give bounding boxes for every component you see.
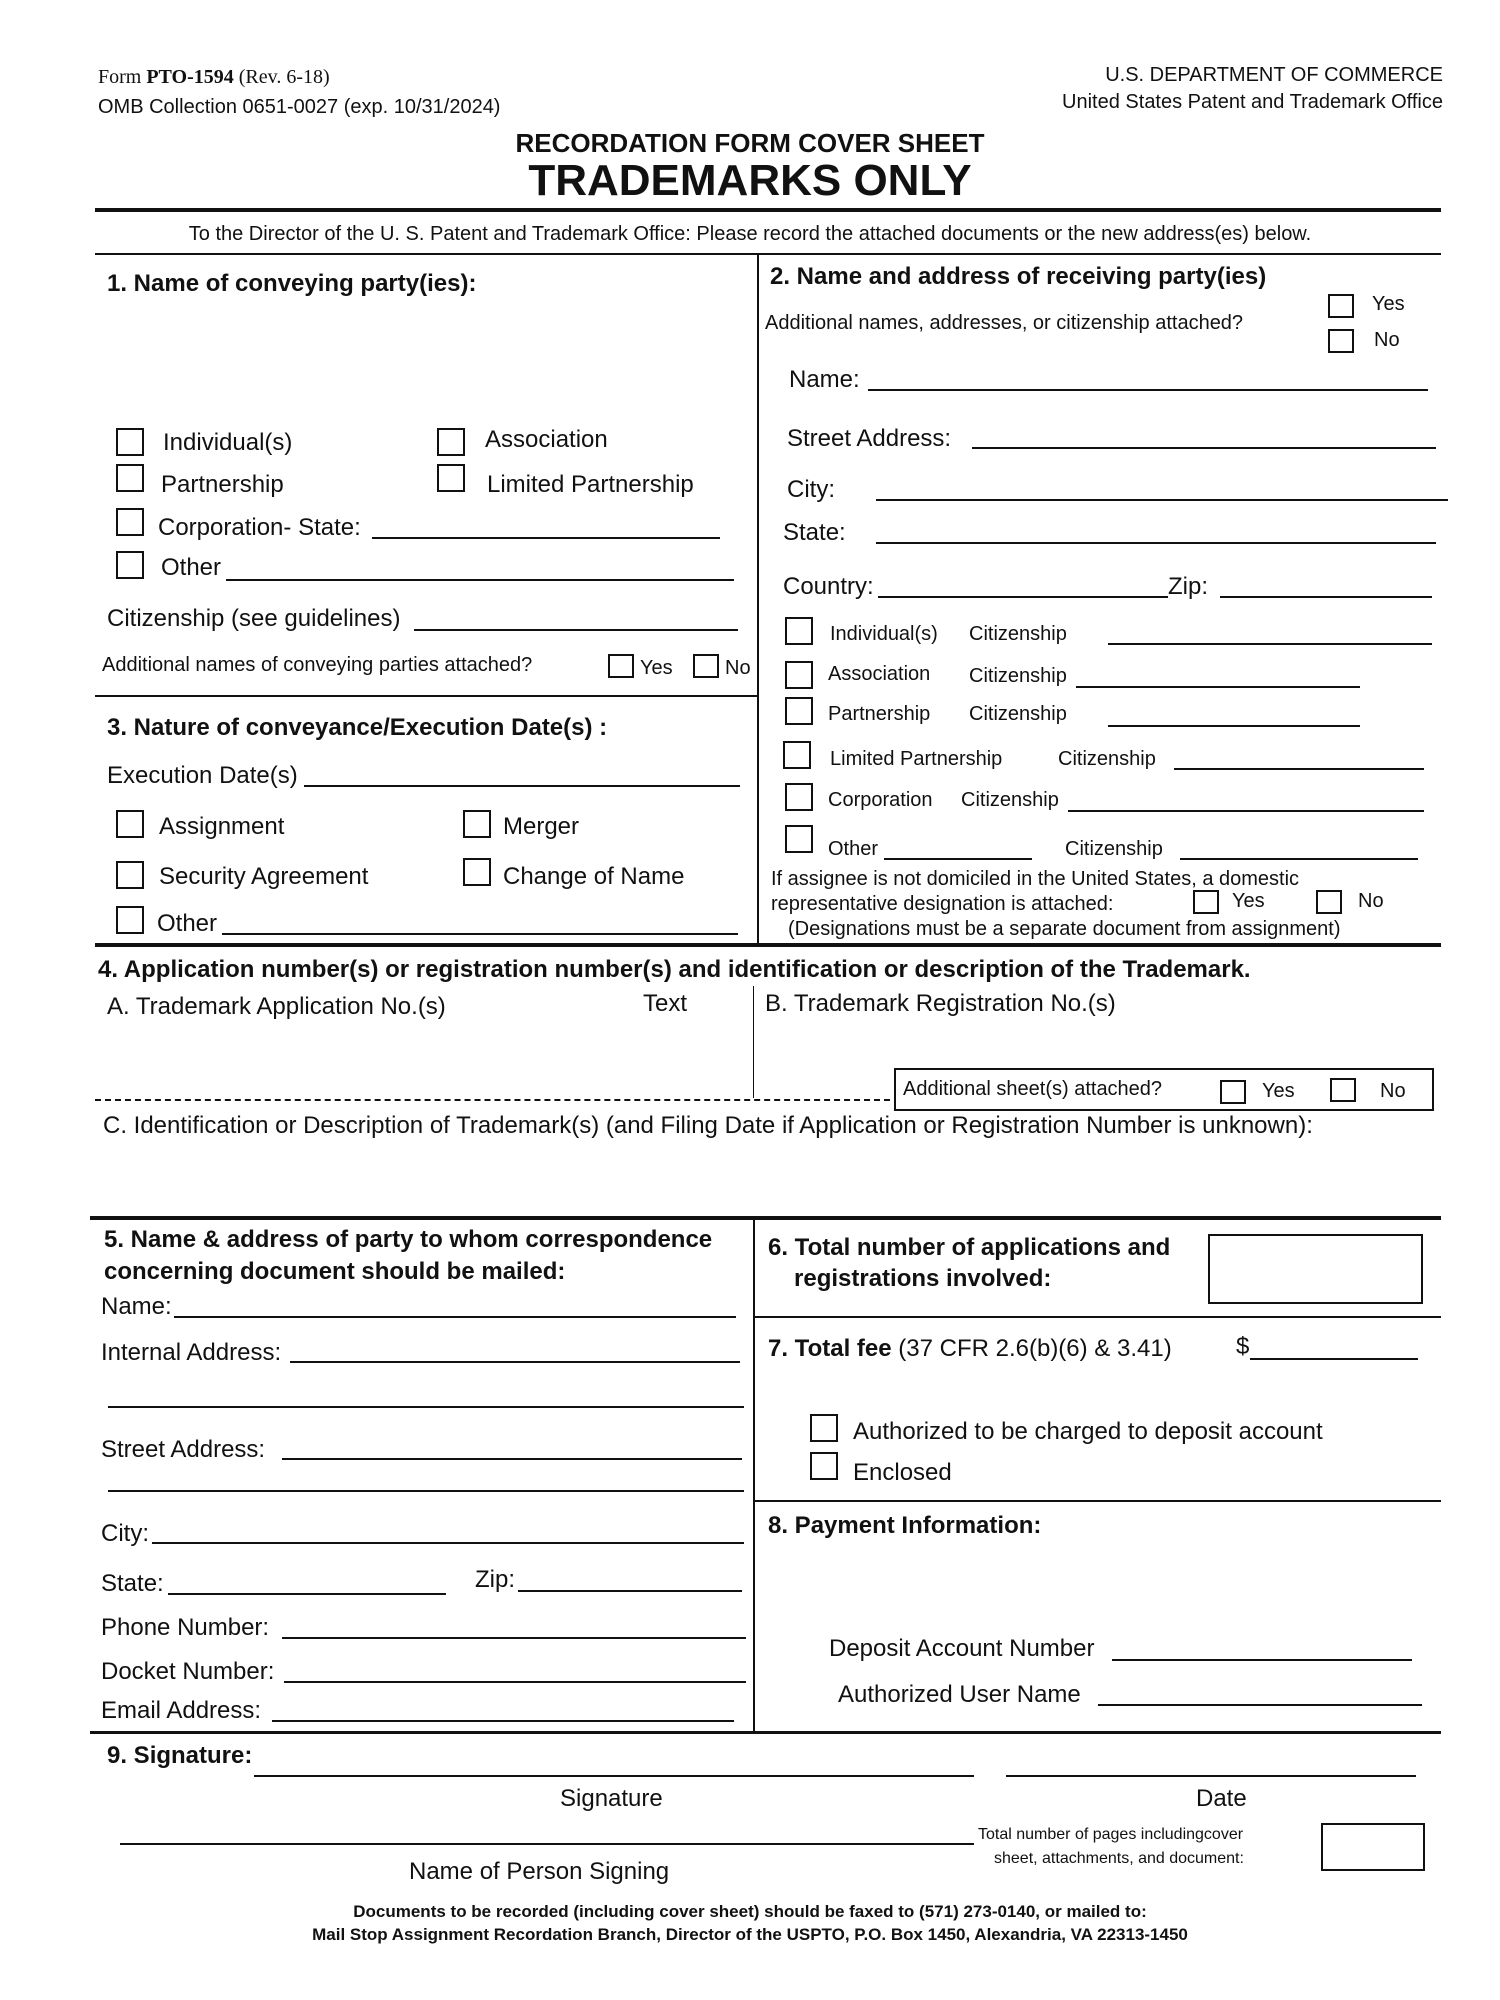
recv-association-label: Association (828, 663, 931, 685)
corr-street-label: Street Address: (101, 1436, 266, 1463)
citizenship-field[interactable] (414, 629, 738, 631)
security-agreement-label: Security Agreement (159, 863, 369, 890)
corr-state-label: State: (101, 1570, 164, 1597)
recv-other-field[interactable] (884, 858, 1032, 860)
form-number: Form PTO-1594 (Rev. 6-18) (98, 66, 330, 88)
corr-state-field[interactable] (168, 1593, 446, 1595)
total-fee-field[interactable] (1250, 1358, 1418, 1360)
recv-corporation-citizenship-label: Citizenship (961, 789, 1059, 811)
partnership-checkbox[interactable] (116, 464, 144, 492)
section-rule-4 (95, 943, 1441, 947)
dollar-sign: $ (1236, 1333, 1250, 1360)
section4-title: 4. Application number(s) or registration number(s) and identification or description of the Trademark. (98, 956, 1251, 983)
additional-conveying-yes-label: Yes (640, 657, 673, 679)
corr-internal-label: Internal Address: (101, 1339, 282, 1366)
receiving-country-field[interactable] (878, 596, 1168, 598)
corr-street-field-2[interactable] (108, 1490, 744, 1492)
recv-partnership-checkbox[interactable] (785, 697, 813, 725)
corr-internal-field-2[interactable] (108, 1406, 744, 1408)
section5-title: 5. Name & address of party to whom correspondence (104, 1226, 713, 1253)
form-title: RECORDATION FORM COVER SHEET (515, 128, 985, 158)
receiving-zip-label: Zip: (1168, 573, 1209, 600)
recv-limited-partnership-citizenship-field[interactable] (1174, 768, 1424, 770)
recv-partnership-citizenship-field[interactable] (1108, 725, 1360, 727)
receiving-state-field[interactable] (876, 542, 1436, 544)
header-rule (95, 208, 1441, 212)
corr-zip-label: Zip: (475, 1566, 516, 1593)
corporation-state-field[interactable] (372, 537, 720, 539)
corr-docket-label: Docket Number: (101, 1658, 275, 1685)
authorized-user-label: Authorized User Name (838, 1681, 1081, 1708)
deposit-account-number-label: Deposit Account Number (829, 1635, 1095, 1662)
section4-divider (753, 986, 754, 1098)
corr-name-field[interactable] (174, 1316, 736, 1318)
section6-title: 6. Total number of applications and (768, 1234, 1171, 1261)
merger-label: Merger (503, 813, 580, 840)
recv-individual-citizenship-field[interactable] (1108, 643, 1432, 645)
section-rule-9 (90, 1731, 1441, 1734)
instruction: To the Director of the U. S. Patent and Trademark Office: Please record the attached documents or the new address(es) below. (188, 223, 1312, 245)
additional-receiving-no-checkbox[interactable] (1328, 329, 1354, 353)
section8-title: 8. Payment Information: (768, 1512, 1042, 1539)
conveyance-other-label: Other (157, 910, 218, 937)
receiving-street-label: Street Address: (787, 425, 952, 452)
recv-partnership-citizenship-label: Citizenship (969, 703, 1067, 725)
application-no-label: A. Trademark Application No.(s) (107, 993, 446, 1020)
additional-sheets-yes-checkbox[interactable] (1220, 1080, 1246, 1104)
department: U.S. DEPARTMENT OF COMMERCE (1105, 64, 1443, 86)
change-of-name-label: Change of Name (503, 863, 685, 890)
additional-sheets-label: Additional sheet(s) attached? (903, 1078, 1163, 1100)
omb-collection: OMB Collection 0651-0027 (exp. 10/31/2024) (98, 96, 501, 118)
corr-street-field[interactable] (282, 1458, 742, 1460)
receiving-zip-field[interactable] (1220, 596, 1432, 598)
corr-phone-label: Phone Number: (101, 1614, 270, 1641)
recv-individual-label: Individual(s) (830, 623, 938, 645)
lower-divider (753, 1218, 755, 1732)
recv-association-citizenship-label: Citizenship (969, 665, 1067, 687)
recv-corporation-checkbox[interactable] (785, 783, 813, 811)
section1-title: 1. Name of conveying party(ies): (107, 270, 477, 297)
deposit-account-label: Authorized to be charged to deposit account (853, 1418, 1323, 1445)
limited-partnership-checkbox[interactable] (437, 464, 465, 492)
signature-field[interactable] (254, 1775, 974, 1777)
additional-receiving-yes-checkbox[interactable] (1328, 294, 1354, 318)
office: United States Patent and Trademark Office (1062, 91, 1443, 113)
other-label: Other (161, 554, 222, 581)
domestic-rep-no-label: No (1358, 890, 1384, 912)
receiving-name-field[interactable] (868, 389, 1428, 391)
individual-checkbox[interactable] (116, 428, 144, 456)
name-signing-field[interactable] (120, 1843, 974, 1845)
receiving-street-field[interactable] (972, 447, 1436, 449)
recv-limited-partnership-citizenship-label: Citizenship (1058, 748, 1156, 770)
corr-city-field[interactable] (152, 1542, 744, 1544)
merger-checkbox[interactable] (463, 810, 491, 838)
identification-label: C. Identification or Description of Trademark(s) (and Filing Date if Application or Registration Number is unknown): (103, 1112, 1313, 1139)
section6-rule (755, 1316, 1441, 1318)
additional-sheets-no-checkbox[interactable] (1330, 1078, 1356, 1102)
footer-line-1: Documents to be recorded (including cover sheet) should be faxed to (571) 273-0140, or mailed to: (353, 1902, 1147, 1921)
execution-date-label: Execution Date(s) (107, 762, 298, 789)
section9-title: 9. Signature: (107, 1742, 253, 1769)
recv-partnership-label: Partnership (828, 703, 931, 725)
name-signing-label: Name of Person Signing (409, 1858, 670, 1885)
corporation-checkbox[interactable] (116, 508, 144, 536)
citizenship-label: Citizenship (see guidelines) (107, 605, 401, 632)
additional-conveying-no-label: No (725, 657, 751, 679)
additional-receiving-no-label: No (1374, 329, 1400, 351)
receiving-city-field[interactable] (876, 499, 1448, 501)
other-field[interactable] (226, 579, 734, 581)
registration-no-label: B. Trademark Registration No.(s) (765, 990, 1116, 1017)
deposit-account-checkbox[interactable] (810, 1414, 838, 1442)
execution-date-field[interactable] (304, 785, 740, 787)
domicile-text: If assignee is not domiciled in the United States, a domestic (771, 868, 1300, 890)
footer-line-2: Mail Stop Assignment Recordation Branch, Director of the USPTO, P.O. Box 1450, Alexandria, VA 22313-1450 (312, 1925, 1188, 1944)
additional-conveying-no-checkbox[interactable] (693, 654, 719, 678)
assignment-label: Assignment (159, 813, 285, 840)
domestic-rep-no-checkbox[interactable] (1316, 890, 1342, 914)
additional-sheets-yes-label: Yes (1262, 1080, 1295, 1102)
corr-email-field[interactable] (272, 1720, 734, 1722)
receiving-state-label: State: (783, 519, 846, 546)
section4-dashed-rule (95, 1099, 890, 1101)
recv-limited-partnership-checkbox[interactable] (783, 741, 811, 769)
additional-receiving-label: Additional names, addresses, or citizenship attached? (765, 312, 1244, 334)
column-divider (757, 255, 759, 943)
date-field[interactable] (1006, 1775, 1416, 1777)
corporation-label: Corporation- State: (158, 514, 361, 541)
recv-other-checkbox[interactable] (785, 825, 813, 853)
total-pages-label: Total number of pages includingcover (978, 1826, 1244, 1843)
total-pages-box[interactable] (1321, 1823, 1425, 1871)
recv-other-citizenship-label: Citizenship (1065, 838, 1163, 860)
other-checkbox[interactable] (116, 551, 144, 579)
domestic-rep-yes-label: Yes (1232, 890, 1265, 912)
additional-receiving-yes-label: Yes (1372, 293, 1405, 315)
corr-zip-field[interactable] (518, 1590, 742, 1592)
section7-title: 7. Total fee (37 CFR 2.6(b)(6) & 3.41) (768, 1335, 1172, 1362)
corr-phone-field[interactable] (282, 1637, 746, 1639)
authorized-user-field[interactable] (1098, 1704, 1422, 1706)
recv-association-checkbox[interactable] (785, 661, 813, 689)
recv-association-citizenship-field[interactable] (1076, 686, 1360, 688)
additional-sheets-no-label: No (1380, 1080, 1406, 1102)
conveyance-other-checkbox[interactable] (116, 906, 144, 934)
recv-other-citizenship-field[interactable] (1180, 858, 1418, 860)
conveyance-other-field[interactable] (222, 933, 738, 935)
recv-individual-citizenship-label: Citizenship (969, 623, 1067, 645)
section5-title-2: concerning document should be mailed: (104, 1258, 566, 1285)
receiving-name-label: Name: (789, 366, 860, 393)
individual-label: Individual(s) (163, 429, 293, 456)
total-applications-box[interactable] (1208, 1234, 1423, 1304)
recv-individual-checkbox[interactable] (785, 617, 813, 645)
corr-name-label: Name: (101, 1293, 172, 1320)
deposit-account-number-field[interactable] (1112, 1659, 1412, 1661)
text-label: Text (643, 990, 688, 1017)
total-pages-label-2: sheet, attachments, and document: (994, 1850, 1244, 1867)
association-label: Association (485, 426, 608, 453)
instruction-rule (95, 253, 1441, 255)
domicile-text-2: representative designation is attached: (771, 893, 1114, 915)
section6-title-2: registrations involved: (794, 1265, 1052, 1292)
section7-rule (755, 1500, 1441, 1502)
designation-note: (Designations must be a separate document from assignment) (788, 918, 1341, 940)
corr-docket-field[interactable] (284, 1681, 746, 1683)
section2-title: 2. Name and address of receiving party(ies) (770, 263, 1267, 290)
association-checkbox[interactable] (437, 428, 465, 456)
corr-internal-field[interactable] (290, 1361, 740, 1363)
additional-conveying-yes-checkbox[interactable] (608, 654, 634, 678)
section1-rule (95, 695, 757, 697)
corr-email-label: Email Address: (101, 1697, 262, 1724)
corr-city-label: City: (101, 1520, 149, 1547)
enclosed-label: Enclosed (853, 1459, 952, 1486)
date-label: Date (1196, 1785, 1247, 1812)
partnership-label: Partnership (161, 471, 284, 498)
receiving-country-label: Country: (783, 573, 874, 600)
assignment-checkbox[interactable] (116, 810, 144, 838)
signature-label: Signature (560, 1785, 663, 1812)
recv-corporation-citizenship-field[interactable] (1068, 810, 1424, 812)
form-subtitle: TRADEMARKS ONLY (528, 156, 972, 205)
additional-conveying-label: Additional names of conveying parties attached? (102, 654, 533, 676)
security-agreement-checkbox[interactable] (116, 861, 144, 889)
limited-partnership-label: Limited Partnership (487, 471, 694, 498)
enclosed-checkbox[interactable] (810, 1452, 838, 1480)
change-of-name-checkbox[interactable] (463, 858, 491, 886)
domestic-rep-yes-checkbox[interactable] (1193, 890, 1219, 914)
section-rule-5 (90, 1216, 1441, 1220)
recv-other-label: Other (828, 838, 879, 860)
recv-limited-partnership-label: Limited Partnership (830, 748, 1003, 770)
recv-corporation-label: Corporation (828, 789, 933, 811)
section3-title: 3. Nature of conveyance/Execution Date(s) : (107, 714, 608, 741)
receiving-city-label: City: (787, 476, 835, 503)
